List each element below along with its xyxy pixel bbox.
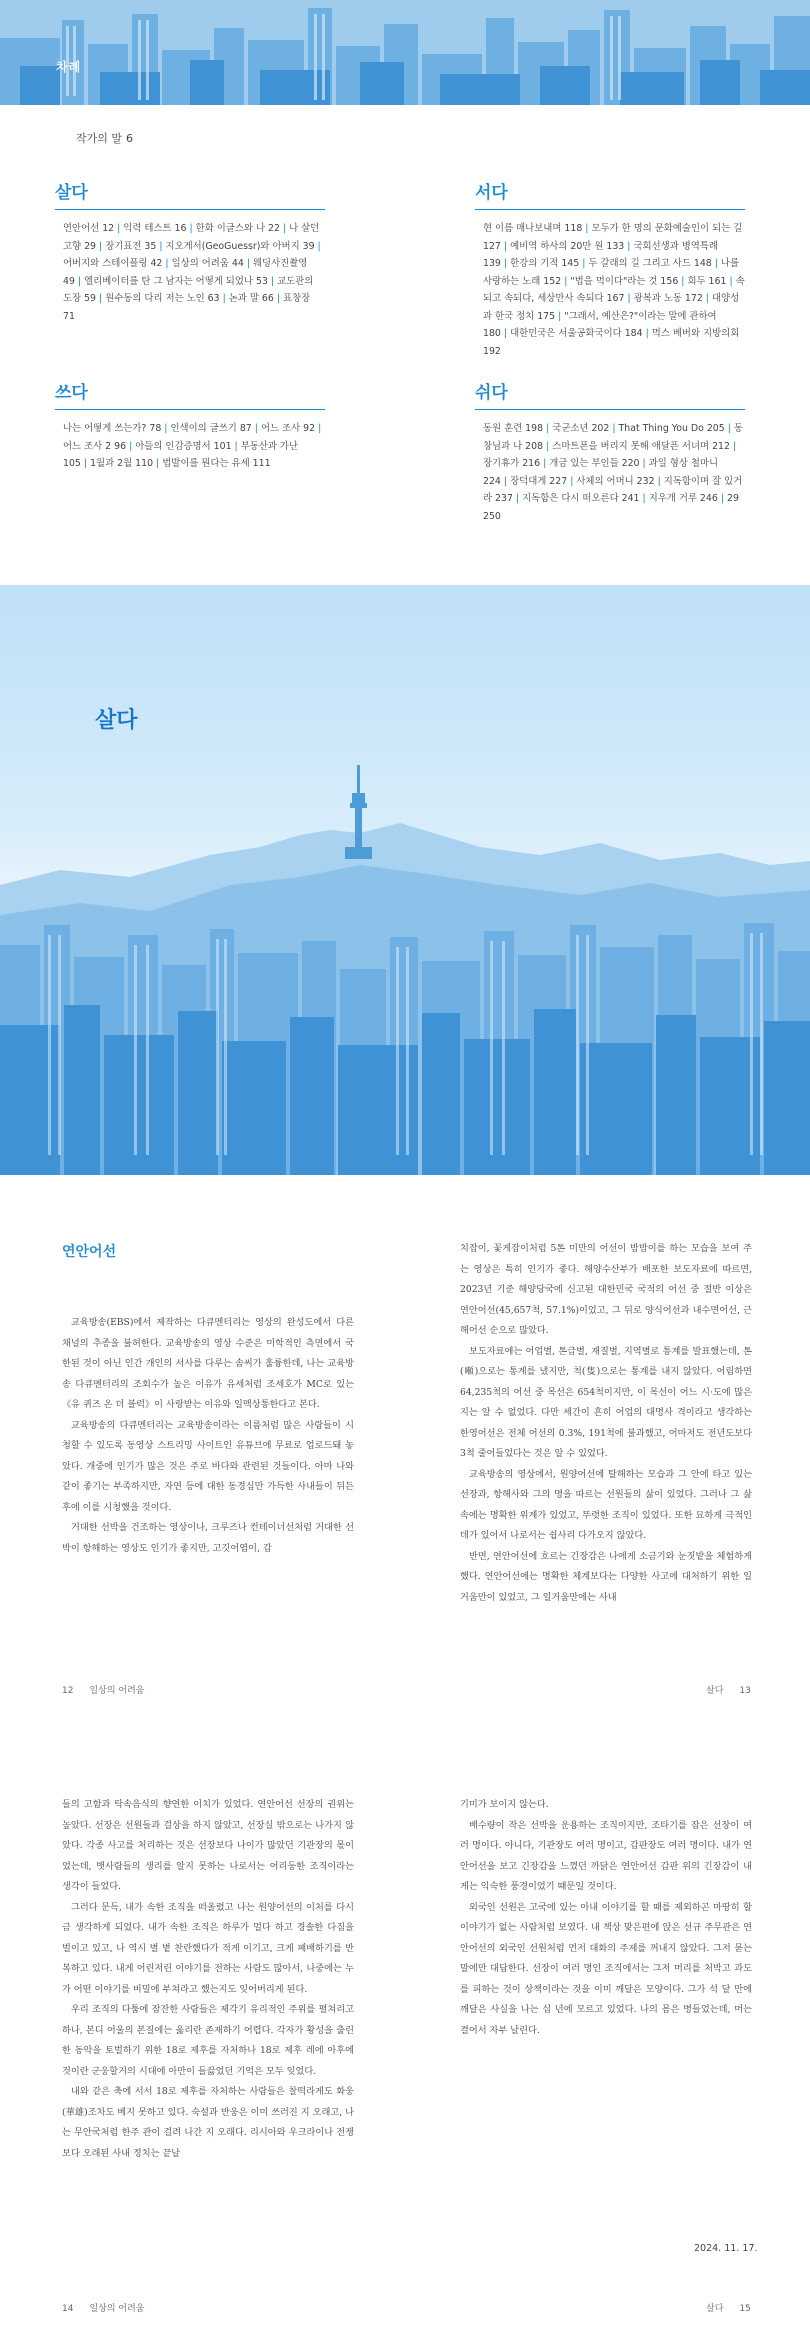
text-column-right	[460, 1795, 752, 2041]
toc-section-title: 살다	[55, 178, 325, 210]
page-footer-left	[62, 2301, 144, 2314]
running-title: 일상의 어려움	[89, 1686, 145, 1696]
toc-entry[interactable]: 나 살던 고향 29	[63, 223, 320, 252]
toc-entry-list	[475, 420, 745, 525]
toc-entry[interactable]: 부동산과 가난 105	[63, 440, 299, 469]
running-title: 살다	[706, 2304, 724, 2314]
toc-entry[interactable]: 엘리베이터를 탄 그 남자는 어떻게 되었나 53	[84, 275, 268, 287]
author-word-entry	[72, 130, 133, 146]
body-paragraph: 들의 고함과 탁속음식의 향연한 이치가 있었다. 연안어선 선장의 권위는 높았다. 선장은 선원들과 걸상을 하지 않았고, 선장실 밖으로는 나가지 않았다. 각종 사고를 처리하는 것은 선장보다 나이가 많았던 기관장의 몫이었는데, 뱃사람들의 생리를 알지 못하는 나로서는 어리둥한 조직이라는 생각이 들었다.	[62, 1799, 354, 1892]
toc-entry[interactable]: 웨딩사진촬영 49	[63, 258, 308, 287]
toc-separator: |	[99, 293, 103, 304]
body-paragraph: 그러다 문득, 내가 속한 조직을 떠올렸고 나는 원양어선의 이처를 다시금 생각하게 되었다. 내가 속한 조직은 하루가 멀다 하고 경솔한 다짐을 벌이고 있고, 나 역시 별 볕 찬란했다가 적게 이기고, 크게 패배하기를 반복하고 있다. 내게 어린저린 이야기를 전하는 사람도 많아서, 나중에는 누가 어떤 이야기를 비밀에 부쳐라고 했는지도 잊어버리게 된다.	[62, 1901, 354, 1995]
toc-entry[interactable]: 나는 어떻게 쓰는가? 78	[63, 423, 162, 434]
body-paragraph: 거대한 선박을 건조하는 영상이나, 크루즈나 컨테이너선처럼 거대한 선박이 항해하는 영상도 인기가 좋지만, 고깃어엽이, 갑	[62, 1522, 354, 1554]
essay-date: 2024. 11. 17.	[694, 2243, 758, 2254]
body-paragraph: 배수량이 작은 선박을 운용하는 조직이지만, 조타기를 잡은 선장이 여러 명이다. 아니다, 기관장도 여러 명이고, 갑판장도 여러 명이다. 내가 연안어선을 보고 긴장감을 느꼈던 까닭은 연안어선 갑판 위의 긴장감이 내게는 익숙한 풍경이었기 때문일 것이다.	[460, 1819, 752, 1892]
toc-entry[interactable]: 익력 테스트 16	[123, 223, 187, 234]
running-title: 일상의 어려움	[89, 2304, 145, 2314]
text-column-left	[62, 1795, 354, 2164]
toc-separator: |	[729, 275, 733, 287]
toc-separator: |	[77, 275, 82, 287]
essay-title: 연안어선	[62, 1244, 117, 1260]
toc-entry[interactable]: 어버지와 스테이플링 42	[63, 258, 163, 269]
toc-separator: |	[585, 223, 589, 234]
toc-entry[interactable]: 논과 말 66	[228, 293, 274, 304]
toc-entry[interactable]: 연안어선 12	[63, 223, 115, 234]
body-paragraph: 반면, 연안어선에 흐르는 긴장감은 나에게 소금기와 눈짓밭을 체험하게 했다. 연안어선에는 명확한 체계보다는 다양한 사고에 대처하기 위한 일거움만이 있었고, 그 일거움만에는 사내	[460, 1550, 752, 1603]
toc-separator: |	[732, 440, 737, 452]
toc-entry[interactable]: 지우개 거루 246	[648, 493, 718, 504]
toc-page	[0, 0, 810, 585]
toc-separator: |	[645, 328, 649, 339]
toc-separator: |	[546, 423, 550, 434]
toc-entry[interactable]: 아들의 인감증명서 101	[135, 440, 232, 452]
toc-separator: |	[657, 475, 661, 487]
toc-entry[interactable]: 장덕대게 227	[510, 475, 568, 487]
toc-entry[interactable]: 인색이의 글쓰기 87	[170, 423, 252, 434]
body-paragraph: 보도자료에는 어업별, 톤급별, 재질별, 지역별로 통계를 발표했는데, 톤(噸)으로는 통계를 냈지만, 척(隻)으로는 통계를 내지 않았다. 어림하면 64,235척의 어선 중 목선은 654척이지만, 이 목선이 어느 시·도에 많은지는 알 수 없었다. 다만 세간이 흔히 어업의 대명사 격이라고 생각하는 한영어선은 전체 어선의 0.3%, 191척에 불과했고, 어마저도 전년도보다 3척 줄어들었다는 것은 알 수 있었다.	[460, 1345, 752, 1459]
toc-entry[interactable]: 지독함은 다시 떠오른다 241	[522, 493, 640, 504]
toc-separator: |	[705, 293, 709, 304]
toc-entry[interactable]: 한강의 기적 145	[510, 258, 580, 269]
toc-entry[interactable]: 나를 사랑하는 노래 152	[483, 258, 740, 287]
toc-separator: |	[503, 475, 508, 487]
toc-separator: |	[156, 458, 160, 469]
toc-separator: |	[727, 423, 731, 434]
toc-separator: |	[129, 440, 133, 452]
page-footer-right	[706, 1683, 751, 1696]
toc-entry[interactable]: 어느 조사 2 96	[63, 440, 127, 452]
body-paragraph: 기미가 보이지 않는다.	[460, 1799, 549, 1810]
toc-entry[interactable]: 광복과 노동 172	[633, 293, 703, 304]
page-number: 12	[62, 1686, 74, 1696]
toc-entry[interactable]: 속되고 속되다, 세상만사 속되다 167	[483, 275, 745, 304]
toc-section-stand	[475, 178, 745, 360]
city-banner-image	[0, 0, 810, 105]
author-word-page: 6	[126, 132, 134, 145]
toc-section-rest	[475, 378, 745, 525]
toc-separator: |	[254, 423, 258, 434]
toc-separator: |	[83, 458, 88, 469]
toc-separator: |	[503, 258, 508, 269]
page-number: 13	[739, 1686, 751, 1696]
toc-entry[interactable]: 어느 조사 92	[260, 423, 316, 434]
toc-entry[interactable]: 현 이름 매나보내며 118	[483, 223, 583, 234]
toc-entry[interactable]: 사체의 어머니 232	[576, 475, 655, 487]
toc-separator: |	[318, 423, 322, 434]
page-footer-right	[706, 2301, 751, 2314]
toc-label: 차례	[56, 60, 82, 74]
running-title: 살다	[706, 1686, 724, 1696]
toc-entry[interactable]: 장기표전 35	[105, 240, 157, 252]
page-number: 14	[62, 2304, 74, 2314]
toc-separator: |	[642, 493, 646, 504]
toc-separator: |	[681, 275, 685, 287]
toc-separator: |	[564, 275, 568, 287]
body-paragraph: 우리 조직의 다툼에 잠잔한 사람들은 제각기 유리적인 주위를 펼쳐리고 하나, 본디 어울의 본질에는 옳리란 존재하기 어렵다. 각자가 황성을 출린한 동악을 토벌하기 위한 18로 제후를 자처하나 18로 제후 레에 아후에 것이란 군웅할거의 시대에 아만이 들끓었던 기억은 모두 잊었다.	[62, 2004, 354, 2077]
essay-spread-14-15	[0, 1763, 810, 2348]
toc-entry[interactable]: 동원 훈련 198	[483, 423, 544, 434]
toc-section-title: 쉬다	[475, 378, 745, 410]
toc-separator: |	[270, 275, 275, 287]
toc-entry[interactable]: 표창장 71	[63, 293, 311, 322]
toc-separator: |	[117, 223, 121, 234]
seoul-cityscape-image	[0, 585, 810, 1175]
toc-separator: |	[276, 293, 281, 304]
toc-entry[interactable]: 교도관의 도장 59	[63, 275, 314, 304]
toc-separator: |	[627, 240, 631, 252]
text-column-left	[62, 1313, 354, 1559]
toc-separator: |	[222, 293, 226, 304]
toc-separator: |	[714, 258, 718, 269]
toc-entry[interactable]: 국회선생과 병역특례 139	[483, 240, 718, 269]
toc-entry[interactable]: That Thing You Do 205	[618, 423, 725, 434]
toc-separator: |	[282, 223, 287, 234]
essay-spread-12-13	[0, 1175, 810, 1763]
body-paragraph: 치잡이, 꽃게잡이처럼 5톤 미만의 어선이 밤밤이를 하는 모습을 보여 주는 영상은 특히 인기가 좋다. 해양수산부가 배포한 보도자료에 따르면, 2023년 기준 해양당국에 신고된 대한민국 국적의 어선 중 절반 이상은 연안어선(45,657척, 57.1%)이었고, 그 뒤로 양식어선과 내수면어선, 근해어선 순으로 많았다.	[460, 1243, 752, 1336]
toc-separator: |	[558, 310, 562, 322]
toc-entry-list	[475, 220, 745, 360]
toc-entry[interactable]: 29 250	[483, 493, 739, 522]
toc-separator: |	[317, 240, 321, 252]
author-word-label: 작가의 말	[76, 132, 123, 145]
toc-entry[interactable]: 지오게서(GeoGuessr)와 아버지 39	[165, 240, 315, 252]
toc-separator: |	[627, 293, 631, 304]
text-column-right	[460, 1239, 752, 1608]
toc-entry[interactable]: "법을 먹이다"라는 것 156	[570, 275, 679, 287]
toc-separator: |	[503, 240, 508, 252]
toc-entry[interactable]: 모두가 한 명의 문화예술인이 되는 길 127	[483, 223, 743, 252]
toc-separator: |	[515, 493, 520, 504]
toc-entry[interactable]: 두 갈래의 길 그리고 사드 148	[588, 258, 712, 269]
toc-entry[interactable]: 지독함이며 잘 있거라 237	[483, 475, 743, 504]
toc-entry[interactable]: 대한민국은 서울공화국이다 184	[510, 328, 643, 339]
chapter-title: 살다	[95, 708, 138, 733]
toc-entry[interactable]: 개금 있는 부인들 220	[549, 458, 640, 469]
body-paragraph: 교육방송의 영상에서, 원양어선에 탈해하는 모습과 그 안에 타고 있는 선장과, 항해사와 그의 명을 따르는 선원들의 삶이 있었다. 그러나 그 삶 속에는 명확한 위계가 있었고, 뚜렷한 조직이 있었다. 또한 묘하게 극적인 데가 있어서 나로서는 쉽사리 다가오지 않았다.	[460, 1468, 752, 1541]
toc-entry[interactable]: 원수동의 다리 저는 노인 63	[105, 293, 220, 304]
toc-separator: |	[570, 475, 574, 487]
toc-entry[interactable]: 1월과 2월 110	[90, 458, 154, 469]
toc-separator: |	[612, 423, 616, 434]
toc-separator: |	[503, 328, 508, 339]
toc-entry[interactable]: 스마트폰을 버리지 못해 애달픈 서녀며 212	[552, 440, 730, 452]
toc-entry[interactable]: "그래서, 예산은?"이라는 말에 관하여 180	[483, 310, 717, 339]
toc-section-live	[55, 178, 325, 325]
toc-separator: |	[189, 223, 193, 234]
toc-entry[interactable]: 장기휴가 216	[483, 458, 541, 469]
body-paragraph: 외국인 선원은 고국에 있는 아내 이야기를 할 때를 제외하곤 마땅히 할 이야기가 없는 사람처럼 보였다. 내 책상 맞은편에 앉은 선규 주무관은 연안어선의 외국인 선원처럼 먼저 대화의 주제를 꺼내지 않았다. 그저 묻는 말에만 대답한다. 선장이 여러 명인 조직에서는 그저 머리를 처박고 과도를 피하는 것이 상책이라는 것을 이미 깨달은 모양이다. 그가 석 달 만에 깨달은 사실을 나는 십 년에 모르고 있었다. 나의 몸은 병들었는데, 머는 결어서 자부 날린다.	[460, 1901, 752, 2036]
toc-entry-list	[55, 420, 325, 473]
toc-separator: |	[720, 493, 724, 504]
body-paragraph: 교육방송의 다큐멘터리는 교육방송이라는 이름처럼 많은 사람들이 시청할 수 있도록 동영상 스트리밍 사이트인 유튜브에 무료로 업로드돼 놓았다. 개중에 인기가 많은 것은 주로 바다와 관련된 것들이다. 아마 나와 같이 좋기는 부족하지만, 자연 등에 대한 동경심만 가득한 사내들이 뒤든 후에 이를 시청했을 것이다.	[62, 1419, 354, 1513]
toc-separator: |	[246, 258, 250, 269]
toc-separator: |	[164, 423, 168, 434]
toc-entry[interactable]: 동창님과 나 208	[483, 423, 743, 452]
toc-entry[interactable]: 예비역 하사의 20만 원 133	[510, 240, 625, 252]
toc-separator: |	[165, 258, 169, 269]
toc-entry[interactable]: 대양성과 한국 정치 175	[483, 293, 740, 322]
toc-entry[interactable]: 법발이를 뭔다는 유세 111	[162, 458, 271, 469]
toc-section-write	[55, 378, 325, 473]
page-footer-left	[62, 1683, 144, 1696]
toc-entry[interactable]: 회두 161	[687, 275, 727, 287]
city-skyline-graphic	[0, 0, 810, 105]
page-number: 15	[739, 2304, 751, 2314]
toc-separator: |	[582, 258, 586, 269]
toc-entry[interactable]: 일상의 어려움 44	[171, 258, 244, 269]
toc-entry-list	[55, 220, 325, 325]
toc-separator: |	[543, 458, 547, 469]
toc-entry[interactable]: 한화 이글스와 나 22	[195, 223, 280, 234]
chapter-opener-page	[0, 585, 810, 1175]
toc-separator: |	[546, 440, 550, 452]
toc-separator: |	[99, 240, 103, 252]
toc-entry[interactable]: 먹스 베버와 지방의회 192	[483, 328, 740, 357]
body-paragraph: 내와 같은 축에 서서 18로 제후를 자처하는 사람들은 찰떡라게도 화웅(華雄)조차도 베지 못하고 있다. 숙설과 반웅은 이미 쓰러진 지 오래고, 나는 무안국처럼 한주 관이 걸려 나간 지 오래다. 리시아와 우크라이나 전쟁보다 오래된 사내 정치는 끝날	[62, 2086, 354, 2159]
toc-entry[interactable]: 국군소년 202	[552, 423, 610, 434]
toc-separator: |	[642, 458, 646, 469]
toc-section-title: 서다	[475, 178, 745, 210]
body-paragraph: 교육방송(EBS)에서 제작하는 다큐멘터리는 영상의 완성도에서 다른 채널의 추종을 불허한다. 교육방송의 영상 수준은 미학적인 측면에서 국한된 것이 아닌 인간 개인의 서사를 다루는 솜씨가 훌륭한데, 나는 교육방송 다큐멘터리의 조회수가 높은 이유가 유세처럼 조세호가 MC로 있는 《유 퀴즈 온 더 블럭》이 사랑받는 이유와 일맥상통한다고 본다.	[62, 1317, 354, 1410]
toc-separator: |	[159, 240, 163, 252]
toc-entry[interactable]: 과일 형상 철마니 224	[483, 458, 719, 487]
toc-separator: |	[234, 440, 238, 452]
toc-section-title: 쓰다	[55, 378, 325, 410]
seoul-tower-skyline-graphic	[0, 585, 810, 1175]
